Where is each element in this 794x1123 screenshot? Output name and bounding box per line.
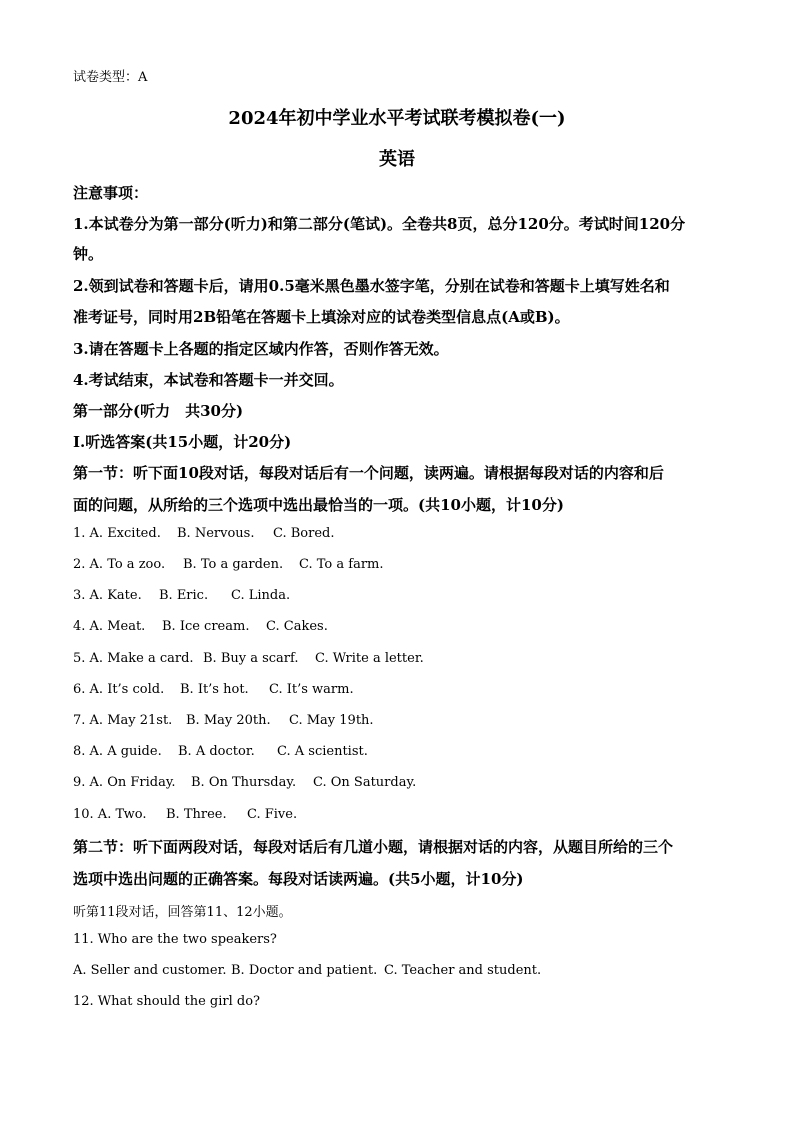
option-c: C. Five. <box>247 807 298 822</box>
option-c: C. Cakes. <box>266 619 328 634</box>
option-c: C. On Saturday. <box>313 775 417 790</box>
option-b: B. Three. <box>166 807 227 822</box>
question-8 <box>73 744 368 759</box>
question-11-options <box>73 963 541 978</box>
note-2-cont: 准考证号，同时用2B铅笔在答题卡上填涂对应的试卷类型信息点(A或B)。 <box>73 308 570 326</box>
section-i-heading: Ⅰ.听选答案(共15小题，计20分) <box>73 433 292 451</box>
option-b: B. To a garden. <box>183 557 284 572</box>
option-c: C. It’s warm. <box>269 682 354 697</box>
option-b: B. A doctor. <box>178 744 255 759</box>
question-7 <box>73 713 374 728</box>
section1-instruction-line1: 第一节：听下面10段对话，每段对话后有一个问题，读两遍。请根据每段对话的内容和后 <box>73 464 664 482</box>
dialog-11-intro: 听第11段对话，回答第11、12小题。 <box>73 905 292 920</box>
option-c: C. Teacher and student. <box>384 963 542 978</box>
note-2: 2.领到试卷和答题卡后，请用0.5毫米黑色墨水签字笔，分别在试卷和答题卡上填写姓名和 <box>73 277 670 295</box>
option-c: C. Bored. <box>273 526 335 541</box>
notes-heading: 注意事项： <box>73 184 149 202</box>
section2-instruction-line2: 选项中选出问题的正确答案。每段对话读两遍。(共5小题，计10分) <box>73 870 524 888</box>
option-c: C. A scientist. <box>277 744 368 759</box>
option-a: 7. A. May 21st. <box>73 713 173 728</box>
option-c: C. May 19th. <box>289 713 374 728</box>
option-a: 9. A. On Friday. <box>73 775 176 790</box>
question-6 <box>73 682 354 697</box>
option-b: B. Doctor and patient. <box>231 963 378 978</box>
note-3: 3.请在答题卡上各题的指定区域内作答，否则作答无效。 <box>73 340 449 358</box>
question-1 <box>73 526 335 541</box>
option-c: C. Linda. <box>231 588 291 603</box>
option-b: B. May 20th. <box>186 713 271 728</box>
question-2 <box>73 557 384 572</box>
note-1: 1.本试卷分为第一部分(听力)和第二部分(笔试)。全卷共8页，总分120分。考试时间120分 <box>73 215 686 233</box>
option-a: A. Seller and customer. <box>73 963 227 978</box>
exam-title: 2024年初中学业水平考试联考模拟卷(一) <box>228 108 566 129</box>
option-c: C. To a farm. <box>299 557 384 572</box>
option-a: 5. A. Make a card. <box>73 651 194 666</box>
option-c: C. Write a letter. <box>315 651 424 666</box>
note-1-cont: 钟。 <box>73 245 104 263</box>
paper-type: 试卷类型：A <box>73 70 148 85</box>
question-12: 12. What should the girl do? <box>73 994 261 1009</box>
option-b: B. Buy a scarf. <box>203 651 299 666</box>
option-b: B. Eric. <box>159 588 209 603</box>
subject-title: 英语 <box>379 149 415 170</box>
option-a: 3. A. Kate. <box>73 588 142 603</box>
option-a: 6. A. It’s cold. <box>73 682 165 697</box>
option-b: B. It’s hot. <box>180 682 249 697</box>
option-a: 2. A. To a zoo. <box>73 557 166 572</box>
question-9 <box>73 775 416 790</box>
option-a: 10. A. Two. <box>73 807 147 822</box>
option-a: 8. A. A guide. <box>73 744 162 759</box>
question-4 <box>73 619 328 634</box>
question-5 <box>73 651 424 666</box>
option-b: B. Ice cream. <box>162 619 250 634</box>
option-a: 4. A. Meat. <box>73 619 146 634</box>
question-3 <box>73 588 290 603</box>
part1-heading: 第一部分(听力 共30分) <box>73 402 244 420</box>
option-b: B. Nervous. <box>177 526 255 541</box>
option-b: B. On Thursday. <box>191 775 297 790</box>
section1-instruction-line2: 面的问题，从所给的三个选项中选出最恰当的一项。(共10小题，计10分) <box>73 496 564 514</box>
note-4: 4.考试结束，本试卷和答题卡一并交回。 <box>73 371 344 389</box>
option-a: 1. A. Excited. <box>73 526 161 541</box>
question-10 <box>73 807 297 822</box>
question-11: 11. Who are the two speakers? <box>73 932 277 947</box>
section2-instruction-line1: 第二节：听下面两段对话，每段对话后有几道小题，请根据对话的内容，从题目所给的三个 <box>73 838 674 856</box>
